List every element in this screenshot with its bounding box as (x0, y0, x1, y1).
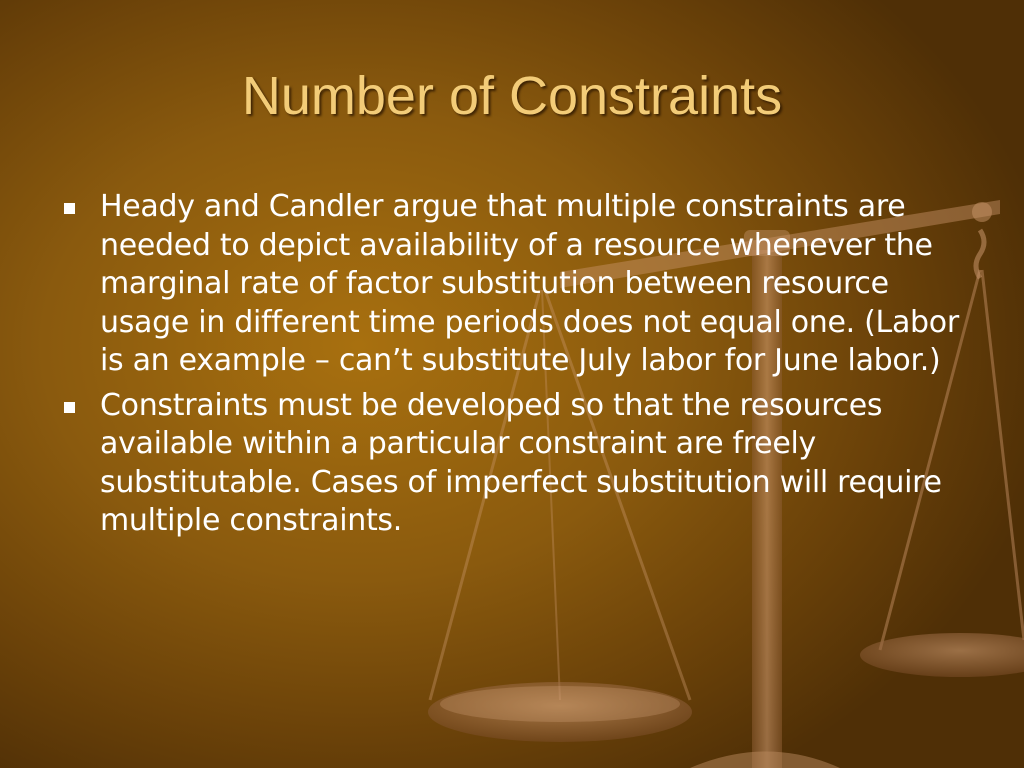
bullet-item (62, 188, 962, 381)
slide-title: Number of Constraints (241, 66, 783, 126)
square-bullet-icon (64, 402, 75, 413)
square-bullet-icon (64, 203, 75, 214)
bullet-text: Heady and Candler argue that multiple constraints are needed to depict availability of a resource whenever the marginal rate of factor substitution between resource usage in different time periods does not equal one. (Labor is an example – can’t substitute July labor for June labor.) (100, 189, 959, 378)
bullet-text: Constraints must be developed so that the resources available within a particular constraint are freely substitutable. Cases of imperfect substitution will require multiple constraints. (100, 387, 942, 538)
bullet-item (62, 387, 962, 541)
bullet-list (62, 188, 962, 547)
